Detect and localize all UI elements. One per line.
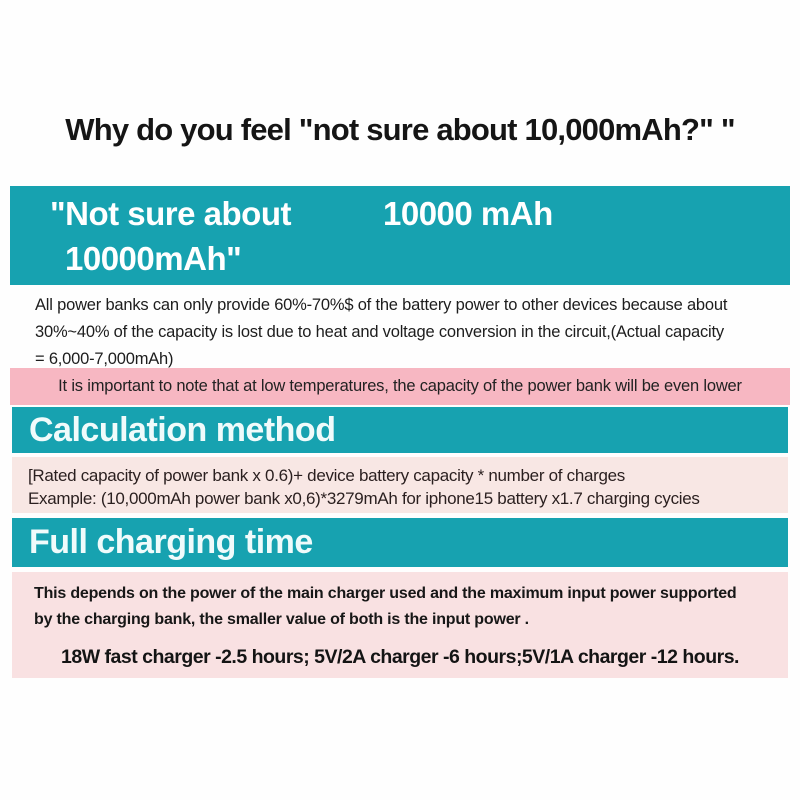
capacity-explanation bbox=[35, 292, 780, 373]
claim-quote-line2: 10000mAh" bbox=[65, 240, 242, 277]
charging-time-note bbox=[12, 581, 788, 633]
charging-time-values: 18W fast charger -2.5 hours; 5V/2A charger -6 hours;5V/1A charger -12 hours. bbox=[61, 646, 739, 668]
charging-time-note-line2: by the charging bank, the smaller value of both is the input power . bbox=[34, 611, 529, 628]
claim-banner bbox=[10, 186, 790, 285]
capacity-explanation-line2: 30%~40% of the capacity is lost due to heat and voltage conversion in the circuit,(Actual capacity bbox=[35, 323, 724, 341]
claim-quote-line1: "Not sure about bbox=[50, 195, 291, 232]
full-charging-time-header bbox=[12, 518, 788, 567]
calculation-body bbox=[12, 457, 788, 513]
calculation-method-header-text: Calculation method bbox=[29, 411, 336, 449]
capacity-explanation-line3: = 6,000-7,000mAh) bbox=[35, 350, 174, 368]
capacity-explanation-line1: All power banks can only provide 60%-70%$ of the battery power to other devices because about bbox=[35, 296, 728, 314]
charging-time-note-line1: This depends on the power of the main charger used and the maximum input power supported bbox=[34, 585, 737, 602]
full-charging-time-header-text: Full charging time bbox=[29, 523, 313, 561]
charging-time-body bbox=[12, 572, 788, 678]
calculation-method-header bbox=[12, 407, 788, 453]
temperature-note-text: It is important to note that at low temperatures, the capacity of the power bank will be even lower bbox=[58, 377, 742, 395]
calculation-example: Example: (10,000mAh power bank x0,6)*3279mAh for iphone15 battery x1.7 charging cycies bbox=[28, 489, 700, 508]
temperature-note-banner bbox=[10, 368, 790, 405]
claim-banner-row bbox=[10, 186, 790, 233]
claim-capacity-value: 10000 mAh bbox=[382, 195, 553, 232]
calculation-formula: [Rated capacity of power bank x 0.6)+ device battery capacity * number of charges bbox=[28, 466, 626, 485]
page-title: Why do you feel "not sure about 10,000mAh?" " bbox=[65, 112, 735, 147]
